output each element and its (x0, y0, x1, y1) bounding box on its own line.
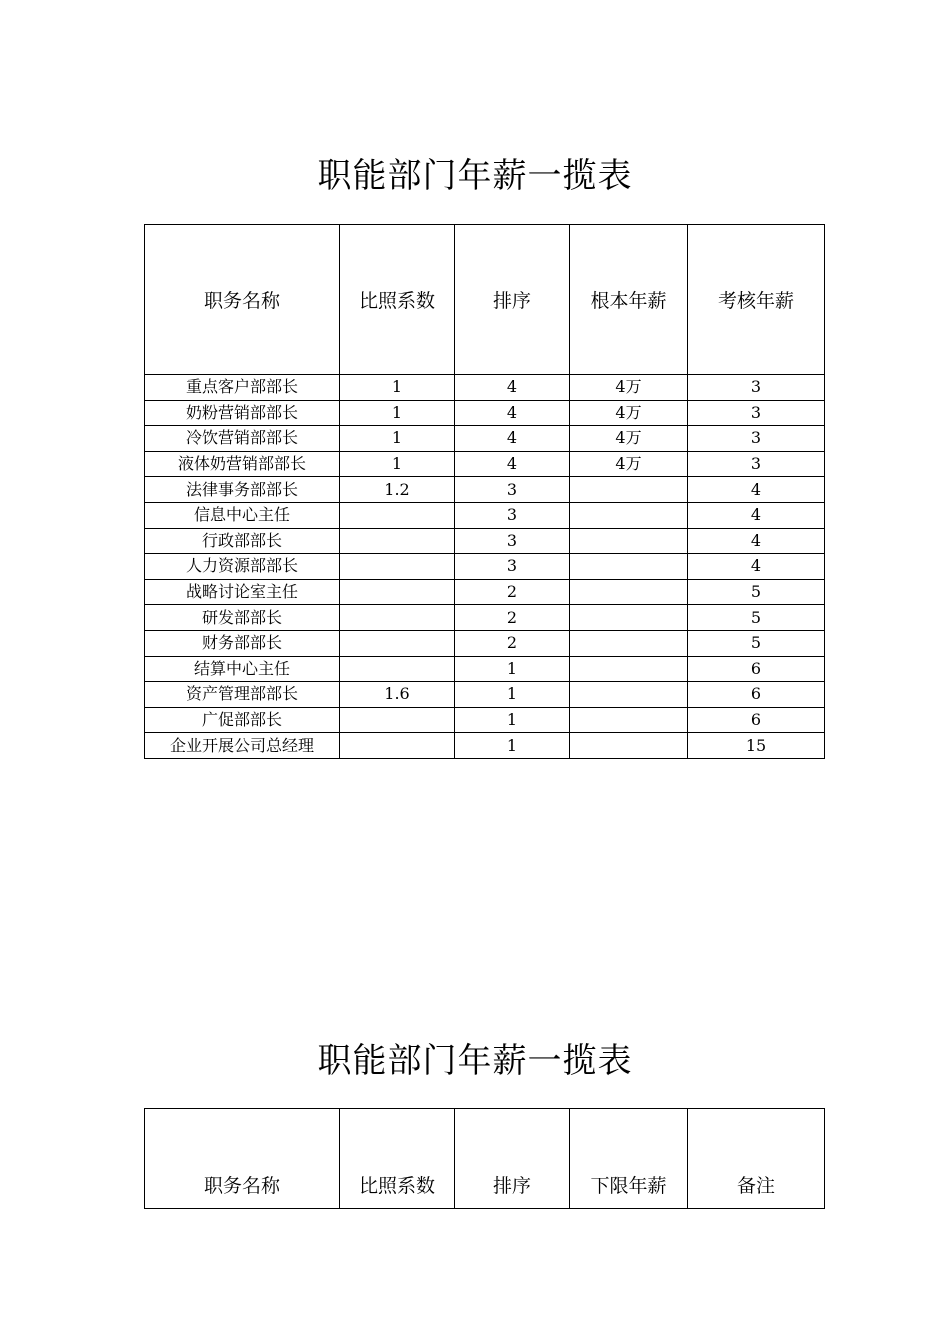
cell-position-name: 人力资源部部长 (145, 554, 340, 580)
cell-coefficient (340, 707, 455, 733)
table-row (145, 400, 825, 426)
header-rank: 排序 (455, 1109, 570, 1209)
cell-rank: 4 (455, 451, 570, 477)
cell-rank: 2 (455, 605, 570, 631)
cell-rank: 3 (455, 477, 570, 503)
cell-base-salary: 4万 (570, 375, 688, 401)
cell-position-name: 液体奶营销部部长 (145, 451, 340, 477)
cell-base-salary (570, 605, 688, 631)
table-row (145, 630, 825, 656)
cell-coefficient: 1.2 (340, 477, 455, 503)
page-title: 职能部门年薪一揽表 (317, 1041, 633, 1081)
cell-base-salary (570, 502, 688, 528)
cell-base-salary: 4万 (570, 400, 688, 426)
table-row (145, 554, 825, 580)
cell-coefficient (340, 733, 455, 759)
header-base-salary: 根本年薪 (570, 225, 688, 375)
cell-position-name: 企业开展公司总经理 (145, 733, 340, 759)
cell-base-salary (570, 733, 688, 759)
cell-rank: 1 (455, 682, 570, 708)
cell-rank: 4 (455, 375, 570, 401)
page-title: 职能部门年薪一揽表 (317, 156, 633, 196)
header-min-salary: 下限年薪 (570, 1109, 688, 1209)
cell-rank: 2 (455, 630, 570, 656)
cell-position-name: 奶粉营销部部长 (145, 400, 340, 426)
cell-assessment-salary: 3 (688, 451, 825, 477)
table-row (145, 528, 825, 554)
cell-position-name: 研发部部长 (145, 605, 340, 631)
cell-assessment-salary: 6 (688, 682, 825, 708)
cell-assessment-salary: 5 (688, 630, 825, 656)
cell-coefficient: 1 (340, 426, 455, 452)
cell-position-name: 行政部部长 (145, 528, 340, 554)
table-row (145, 605, 825, 631)
cell-base-salary: 4万 (570, 451, 688, 477)
cell-position-name: 结算中心主任 (145, 656, 340, 682)
table-row (145, 579, 825, 605)
cell-assessment-salary: 15 (688, 733, 825, 759)
table-row (145, 733, 825, 759)
table-row (145, 477, 825, 503)
table-row (145, 707, 825, 733)
cell-rank: 2 (455, 579, 570, 605)
cell-coefficient (340, 656, 455, 682)
cell-position-name: 重点客户部部长 (145, 375, 340, 401)
cell-coefficient (340, 630, 455, 656)
cell-rank: 1 (455, 656, 570, 682)
cell-position-name: 冷饮营销部部长 (145, 426, 340, 452)
cell-assessment-salary: 3 (688, 375, 825, 401)
cell-coefficient: 1 (340, 451, 455, 477)
cell-base-salary: 4万 (570, 426, 688, 452)
cell-base-salary (570, 528, 688, 554)
table-row (145, 682, 825, 708)
header-coefficient: 比照系数 (340, 1109, 455, 1209)
salary-table (144, 224, 825, 759)
header-rank: 排序 (455, 225, 570, 375)
cell-assessment-salary: 5 (688, 579, 825, 605)
cell-base-salary (570, 630, 688, 656)
table-row (145, 451, 825, 477)
header-position-name: 职务名称 (145, 1109, 340, 1209)
cell-position-name: 法律事务部部长 (145, 477, 340, 503)
cell-position-name: 财务部部长 (145, 630, 340, 656)
cell-rank: 4 (455, 400, 570, 426)
cell-base-salary (570, 707, 688, 733)
cell-base-salary (570, 656, 688, 682)
cell-assessment-salary: 6 (688, 707, 825, 733)
cell-rank: 4 (455, 426, 570, 452)
cell-rank: 3 (455, 528, 570, 554)
cell-coefficient (340, 502, 455, 528)
cell-assessment-salary: 6 (688, 656, 825, 682)
cell-coefficient (340, 605, 455, 631)
header-remarks: 备注 (688, 1109, 825, 1209)
cell-coefficient: 1.6 (340, 682, 455, 708)
header-coefficient: 比照系数 (340, 225, 455, 375)
cell-base-salary (570, 477, 688, 503)
header-position-name: 职务名称 (145, 225, 340, 375)
cell-rank: 3 (455, 554, 570, 580)
cell-coefficient (340, 554, 455, 580)
cell-assessment-salary: 4 (688, 502, 825, 528)
cell-base-salary (570, 579, 688, 605)
cell-coefficient (340, 528, 455, 554)
cell-assessment-salary: 3 (688, 426, 825, 452)
cell-position-name: 广促部部长 (145, 707, 340, 733)
cell-coefficient: 1 (340, 400, 455, 426)
table-row (145, 656, 825, 682)
cell-assessment-salary: 4 (688, 554, 825, 580)
cell-coefficient (340, 579, 455, 605)
table-row (145, 502, 825, 528)
cell-base-salary (570, 682, 688, 708)
cell-position-name: 资产管理部部长 (145, 682, 340, 708)
cell-position-name: 信息中心主任 (145, 502, 340, 528)
cell-assessment-salary: 5 (688, 605, 825, 631)
cell-assessment-salary: 3 (688, 400, 825, 426)
cell-assessment-salary: 4 (688, 477, 825, 503)
cell-assessment-salary: 4 (688, 528, 825, 554)
cell-base-salary (570, 554, 688, 580)
table-header-row (145, 1109, 825, 1209)
cell-rank: 1 (455, 707, 570, 733)
table-header-row (145, 225, 825, 375)
salary-table (144, 1108, 825, 1209)
cell-coefficient: 1 (340, 375, 455, 401)
table-row (145, 375, 825, 401)
table-row (145, 426, 825, 452)
cell-rank: 3 (455, 502, 570, 528)
header-assessment-salary: 考核年薪 (688, 225, 825, 375)
cell-rank: 1 (455, 733, 570, 759)
cell-position-name: 战略讨论室主任 (145, 579, 340, 605)
